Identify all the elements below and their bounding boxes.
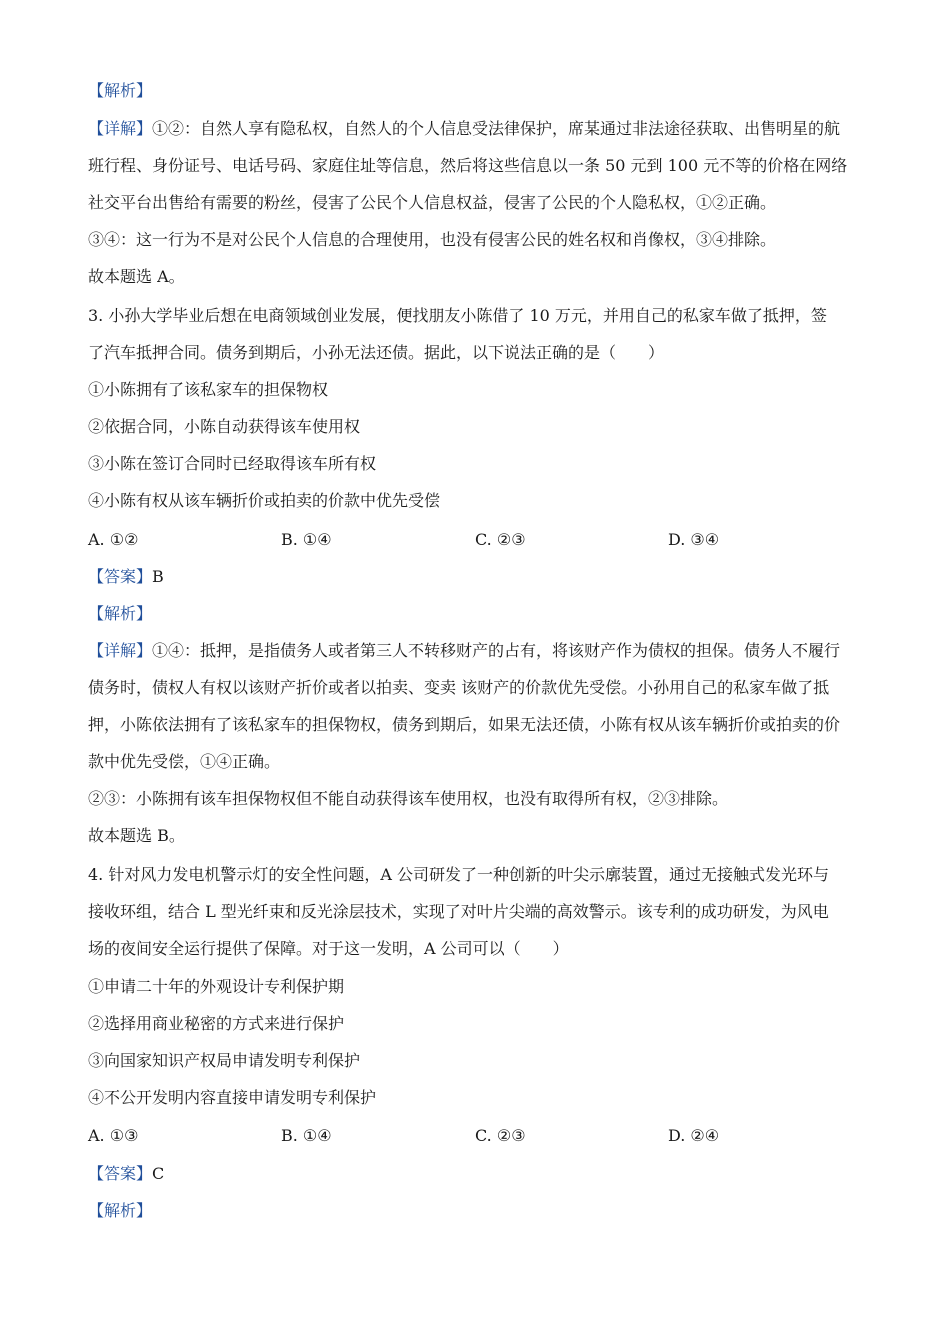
analysis-label: 【解析】 [88,604,153,623]
question-item: ②选择用商业秘密的方式来进行保护 [88,1014,345,1033]
answer-line [88,1163,868,1185]
question-item: ①小陈拥有了该私家车的担保物权 [88,380,329,399]
answer-value: B [152,567,164,586]
answer-line [88,566,868,588]
detail-paragraph-line: 款中优先受偿，①④正确。 [88,752,281,771]
option-b: B. ①④ [281,530,332,549]
analysis-label: 【解析】 [88,1201,153,1220]
question-item: ③小陈在签订合同时已经取得该车所有权 [88,454,377,473]
question-item: ③向国家知识产权局申请发明专利保护 [88,1051,361,1070]
detail-paragraph-line: 【详解】①④：抵押，是指债务人或者第三人不转移财产的占有，将该财产作为债权的担保。债务人不履行 [88,641,841,660]
detail-paragraph-line: ②③：小陈拥有该车担保物权但不能自动获得该车使用权，也没有取得所有权，②③排除。 [88,789,729,808]
question-stem-line: 接收环组，结合 L 型光纤束和反光涂层技术，实现了对叶片尖端的高效警示。该专利的成功研发，为风电 [88,902,829,921]
detail-paragraph-line: 班行程、身份证号、电话号码、家庭住址等信息，然后将这些信息以一条 50 元到 100 元不等的价格在网络 [88,156,848,175]
detail-label: 【详解】 [88,641,153,660]
answer-label: 【答案】 [88,567,153,586]
option-c: C. ②③ [475,1126,526,1145]
conclusion-line: 故本题选 A。 [88,267,185,286]
option-b: B. ①④ [281,1126,332,1145]
detail-paragraph-line: 社交平台出售给有需要的粉丝，侵害了公民个人信息权益，侵害了公民的个人隐私权，①②正确。 [88,193,777,212]
option-a: A. ①② [88,530,139,549]
question-stem-line: 了汽车抵押合同。债务到期后，小孙无法还债。据此，以下说法正确的是（ ） [88,343,665,362]
option-c: C. ②③ [475,530,526,549]
option-d: D. ③④ [668,530,720,549]
answer-value: C [152,1164,165,1183]
detail-paragraph-line: 债务时，债权人有权以该财产折价或者以拍卖、变卖 该财产的价款优先受偿。小孙用自己的私家车做了抵 [88,678,830,697]
detail-label: 【详解】 [88,119,153,138]
options-row [88,529,868,551]
answer-label: 【答案】 [88,1164,153,1183]
option-d: D. ②④ [668,1126,720,1145]
question-stem-line: 3. 小孙大学毕业后想在电商领域创业发展，便找朋友小陈借了 10 万元，并用自己的私家车做了抵押，签 [88,306,827,325]
options-row [88,1125,868,1147]
question-item: ④不公开发明内容直接申请发明专利保护 [88,1088,377,1107]
detail-paragraph-line: ③④：这一行为不是对公民个人信息的合理使用，也没有侵害公民的姓名权和肖像权，③④排除。 [88,230,777,249]
conclusion-line: 故本题选 B。 [88,826,185,845]
question-item: ②依据合同，小陈自动获得该车使用权 [88,417,361,436]
detail-paragraph-line: 【详解】①②：自然人享有隐私权，自然人的个人信息受法律保护，席某通过非法途径获取、出售明星的航 [88,119,841,138]
analysis-label: 【解析】 [88,81,153,100]
option-a: A. ①③ [88,1126,139,1145]
question-item: ④小陈有权从该车辆折价或拍卖的价款中优先受偿 [88,491,441,510]
question-stem-line: 场的夜间安全运行提供了保障。对于这一发明，A 公司可以（ ） [88,939,569,958]
detail-paragraph-line: 押，小陈依法拥有了该私家车的担保物权，债务到期后，如果无法还债，小陈有权从该车辆折价或拍卖的价 [88,715,841,734]
question-stem-line: 4. 针对风力发电机警示灯的安全性问题，A 公司研发了一种创新的叶尖示廓装置，通过无接触式发光环与 [88,865,829,884]
question-item: ①申请二十年的外观设计专利保护期 [88,977,345,996]
